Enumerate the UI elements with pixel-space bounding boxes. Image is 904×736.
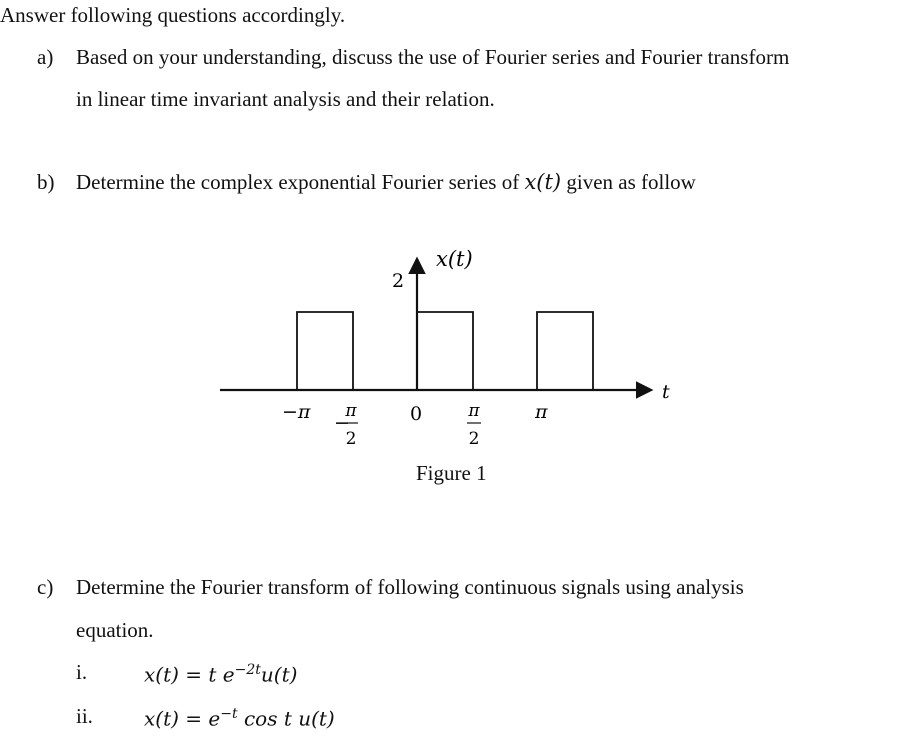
figure-caption: Figure 1 xyxy=(416,461,487,485)
tick-pi: π xyxy=(535,401,548,423)
pulse-left xyxy=(297,312,353,390)
part-c-item-1-exp: −2t xyxy=(234,662,261,678)
part-c-item-1-rhs: u(t) xyxy=(260,662,298,687)
part-b-question xyxy=(76,169,696,195)
part-c-item-2-rhs: cos t u(t) xyxy=(237,706,335,731)
part-b-text-before: Determine the complex exponential Fourier series of xyxy=(76,170,525,194)
pulse-center xyxy=(417,312,473,390)
part-c-item-2-lhs: x(t) = e xyxy=(144,706,221,731)
pulse-right xyxy=(537,312,593,390)
tick-pi-half-num: π xyxy=(468,401,480,421)
amplitude-label: 2 xyxy=(392,270,405,292)
part-b-signal: x(t) xyxy=(524,170,562,194)
tick-pi-half-den: 2 xyxy=(468,429,480,449)
part-a-line-2: in linear time invariant analysis and their relation. xyxy=(76,87,495,111)
part-c-item-2-exp: −t xyxy=(220,706,238,722)
tick-neg-pi: −π xyxy=(282,401,311,423)
part-b-text-after: given as follow xyxy=(561,170,696,194)
part-a-label: a) xyxy=(37,45,54,69)
y-axis-label: x(t) xyxy=(436,247,473,271)
part-c-item-1-label: i. xyxy=(76,660,88,684)
tick-neg-pi-half-den: 2 xyxy=(345,429,357,449)
part-c-item-2-equation xyxy=(144,701,335,732)
intro-text: Answer following questions accordingly. xyxy=(0,3,346,27)
part-a-line-1: Based on your understanding, discuss the use of Fourier series and Fourier transform xyxy=(76,45,790,69)
tick-zero: 0 xyxy=(410,403,423,425)
tick-neg-pi-half-num: π xyxy=(345,401,357,421)
part-c-line-2: equation. xyxy=(76,618,154,642)
part-b-label: b) xyxy=(37,170,55,194)
figure-1-diagram xyxy=(0,230,904,490)
part-c-item-1-equation xyxy=(144,657,297,688)
part-c-item-2-label: ii. xyxy=(76,704,93,728)
t-axis-label: t xyxy=(662,381,670,403)
part-c-item-1-lhs: x(t) = t e xyxy=(144,662,235,687)
tick-neg-sign: − xyxy=(334,412,350,434)
part-c-label: c) xyxy=(37,575,54,599)
part-c-line-1: Determine the Fourier transform of following continuous signals using analysis xyxy=(76,575,744,599)
